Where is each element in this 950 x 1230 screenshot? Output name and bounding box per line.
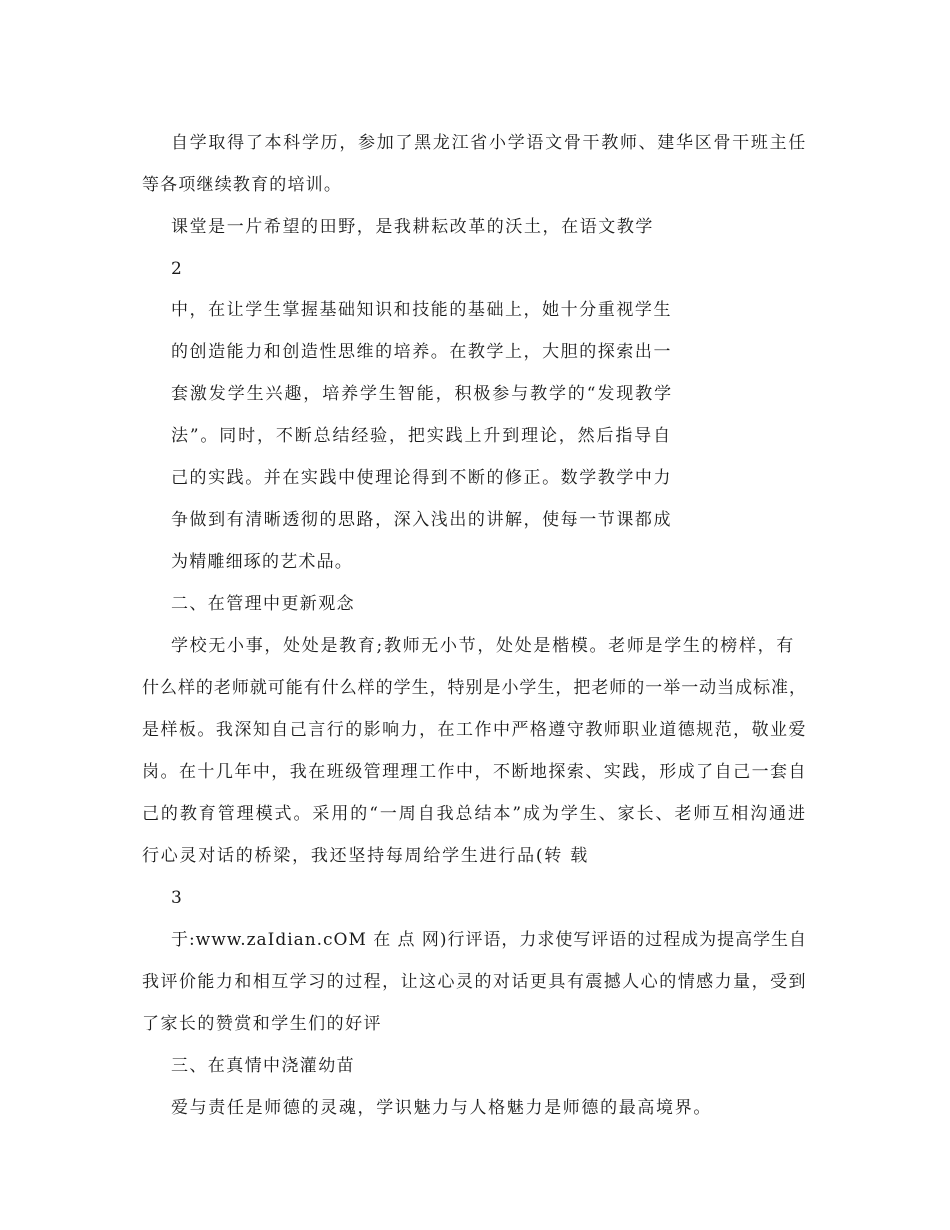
paragraph-line: 行心灵对话的桥梁，我还坚持每周给学生进行品(转 载 [142,846,589,866]
paragraph-line: 法”。同时，不断总结经验，把实践上升到理论，然后指导自 [171,426,672,446]
paragraph-line: 课堂是一片希望的田野，是我耕耘改革的沃土，在语文教学 [171,217,654,237]
paragraph-line: 己的实践。并在实践中使理论得到不断的修正。数学教学中力 [171,468,672,488]
paragraph-line: 等各项继续教育的培训。 [142,175,342,195]
paragraph-line: 我评价能力和相互学习的过程，让这心灵的对话更具有震撼人心的情感力量，受到 [142,972,807,992]
paragraph-line: 岗。在十几年中，我在班级管理理工作中，不断地探索、实践，形成了自己一套自 [142,762,807,782]
paragraph-line: 爱与责任是师德的灵魂，学识魅力与人格魅力是师德的最高境界。 [171,1098,712,1118]
paragraph-line: 学校无小事，处处是教育;教师无小节，处处是楷模。老师是学生的榜样，有 [171,636,795,656]
paragraph-line: 了家长的赞赏和学生们的好评 [142,1014,382,1034]
page-number: 2 [171,259,182,279]
paragraph-line: 为精雕细琢的艺术品。 [171,552,353,572]
paragraph-line: 的创造能力和创造性思维的培养。在教学上，大胆的探索出一 [171,342,672,362]
paragraph-line: 于:www.zaIdian.cOM 在 点 网)行评语，力求使写评语的过程成为提高学生自 [171,930,807,950]
section-heading: 二、在管理中更新观念 [171,594,355,614]
paragraph-line: 争做到有清晰透彻的思路，深入浅出的讲解，使每一节课都成 [171,510,672,530]
paragraph-line: 是样板。我深知自己言行的影响力，在工作中严格遵守教师职业道德规范，敬业爱 [142,720,807,740]
paragraph-line: 己的教育管理模式。采用的“一周自我总结本”成为学生、家长、老师互相沟通进 [142,804,807,824]
paragraph-line: 什么样的老师就可能有什么样的学生，特别是小学生，把老师的一举一动当成标准， [142,678,807,698]
paragraph-line: 自学取得了本科学历，参加了黑龙江省小学语文骨干教师、建华区骨干班主任 [171,133,807,153]
paragraph-line: 中，在让学生掌握基础知识和技能的基础上，她十分重视学生 [171,300,672,320]
paragraph-line: 套激发学生兴趣，培养学生智能，积极参与教学的“发现教学 [171,384,673,404]
section-heading: 三、在真情中浇灌幼苗 [171,1056,355,1076]
page-number: 3 [171,888,182,908]
